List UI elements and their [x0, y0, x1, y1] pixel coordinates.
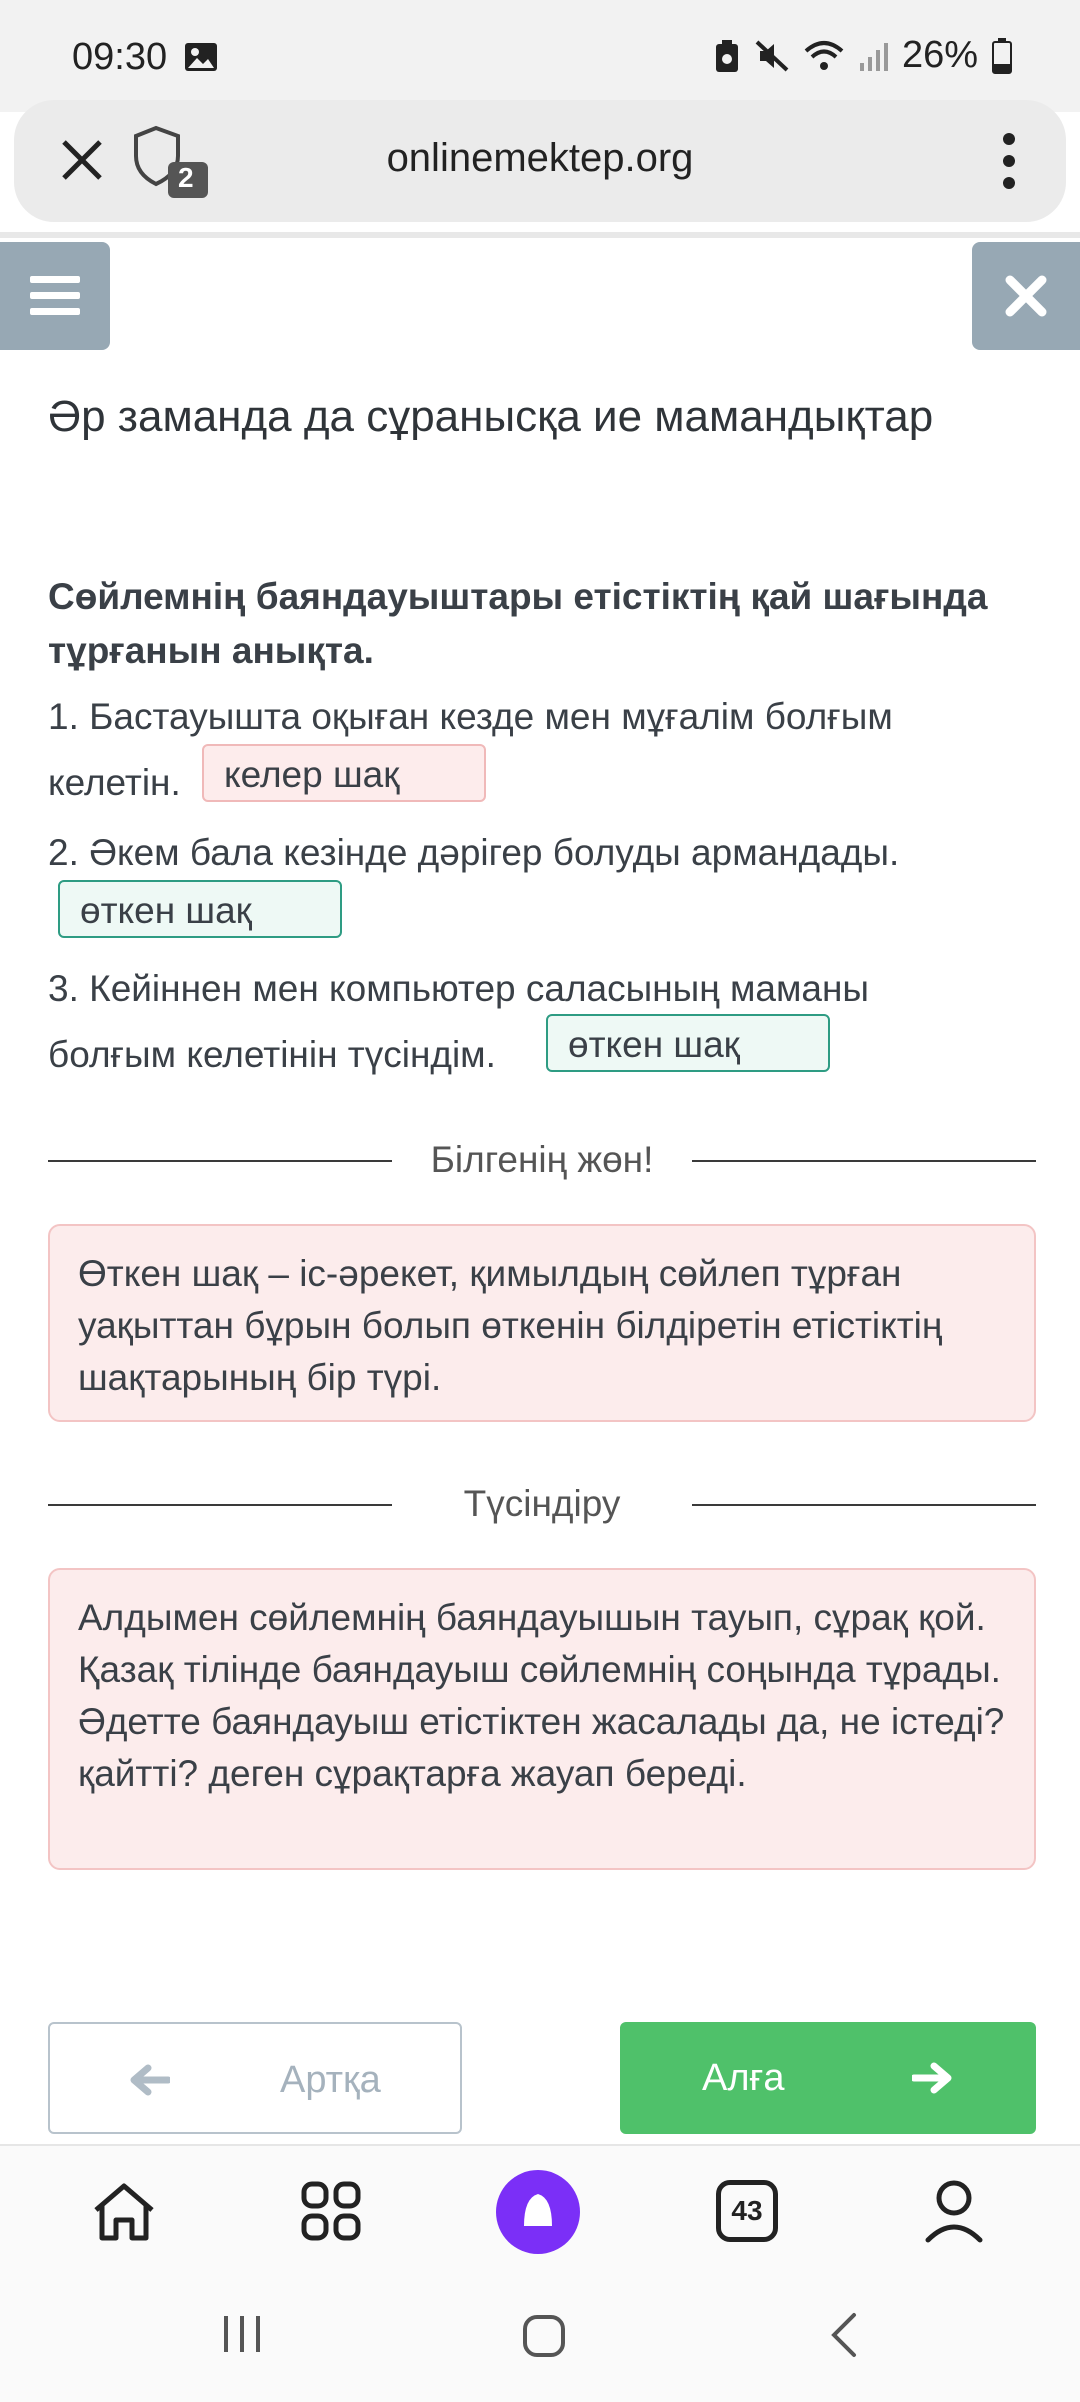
know-text: Өткен шақ – іс-әрекет, қимылдың сөйлеп тұрған уақыттан бұрын болып өткенін білдіретін етістіктің шақтарының бір түрі. — [78, 1253, 943, 1398]
tabs-counter-button[interactable] — [716, 2180, 778, 2242]
battery-saver-icon — [714, 39, 740, 73]
tabs-count: 2 — [178, 162, 194, 193]
close-lesson-button[interactable] — [972, 242, 1080, 350]
alice-assistant-icon[interactable] — [494, 2168, 582, 2256]
toolbar-divider — [0, 232, 1080, 238]
more-options-icon[interactable] — [1002, 132, 1016, 190]
menu-button[interactable] — [0, 242, 110, 350]
battery-percent: 26% — [901, 34, 978, 76]
system-home-icon[interactable] — [522, 2314, 566, 2358]
sentence-text-cont: болғым келетінін түсіндім. — [48, 1034, 496, 1075]
system-back-icon[interactable] — [828, 2312, 858, 2358]
sentence-text-cont: келетін. — [48, 762, 181, 803]
forward-button[interactable] — [620, 2022, 1036, 2134]
image-notification-icon — [184, 42, 218, 72]
close-icon — [972, 242, 1080, 350]
profile-icon[interactable] — [922, 2178, 986, 2244]
browser-bottom-bar — [0, 2144, 1080, 2402]
answer-chip-wrong[interactable]: келер шақ — [202, 744, 486, 802]
arrow-left-icon — [128, 2062, 170, 2098]
signal-icon — [858, 39, 888, 73]
browser-url-bar — [14, 100, 1066, 222]
explain-separator — [48, 1484, 1036, 1524]
sentence-item-2 — [48, 820, 1038, 886]
battery-icon — [992, 38, 1012, 74]
sentence-item-1 — [48, 684, 1038, 816]
status-time: 09:30 — [72, 36, 168, 78]
question-text: Сөйлемнің баяндауыштары етістіктің қай шағында тұрғанын анықта. — [48, 576, 988, 671]
answer-chip-correct[interactable]: өткен шақ — [58, 880, 342, 938]
status-bar — [0, 0, 1080, 112]
back-button[interactable] — [48, 2022, 462, 2134]
url-text[interactable]: onlinemektep.org — [386, 136, 694, 180]
services-grid-icon[interactable] — [300, 2180, 362, 2242]
wifi-icon — [804, 39, 844, 73]
explain-text: Алдымен сөйлемнің баяндауышын тауып, сұрақ қой. Қазақ тілінде баяндауыш сөйлемнің соңында тұрады. Әдетте баяндауыш етістіктен жасалады да, не істеді? қайтті? деген сұрақтарға жауап береді. — [78, 1597, 1005, 1794]
explain-box — [48, 1568, 1036, 1870]
mute-icon — [754, 39, 790, 73]
know-separator — [48, 1140, 1036, 1180]
know-box — [48, 1224, 1036, 1422]
forward-label: Алға — [702, 2057, 785, 2099]
back-label: Артқа — [280, 2059, 381, 2101]
recent-apps-icon[interactable] — [220, 2314, 264, 2354]
tabs-counter: 43 — [731, 2195, 763, 2226]
answer-chip-correct[interactable]: өткен шақ — [546, 1014, 830, 1072]
arrow-right-icon — [912, 2060, 954, 2096]
know-label: Білгенің жөн! — [430, 1139, 654, 1180]
explain-label: Түсіндіру — [463, 1483, 621, 1524]
sentence-text: 2. Әкем бала кезінде дәрігер болуды армандады. — [48, 832, 900, 873]
sentence-item-3 — [48, 956, 1038, 1088]
page-title: Әр заманда да сұранысқа ие мамандықтар — [48, 392, 934, 441]
home-icon[interactable] — [90, 2180, 158, 2244]
sentence-text: 1. Бастауышта оқыған кезде мен мұғалім болғым — [48, 696, 893, 737]
sentence-text: 3. Кейіннен мен компьютер саласының маманы — [48, 968, 870, 1009]
